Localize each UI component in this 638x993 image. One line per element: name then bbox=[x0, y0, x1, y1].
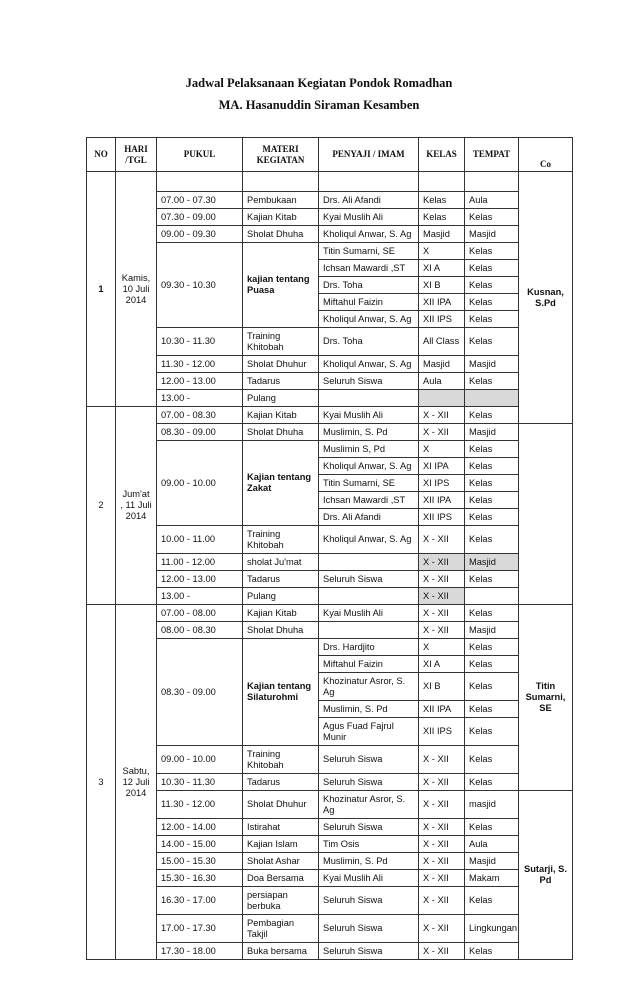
presenter-cell: Kholiqul Anwar, S. Ag bbox=[319, 526, 419, 554]
presenter-cell: Seluruh Siswa bbox=[319, 887, 419, 915]
time-cell: 07.30 - 09.00 bbox=[157, 209, 243, 226]
class-cell: Masjid bbox=[419, 226, 465, 243]
table-row bbox=[87, 356, 573, 373]
activity-cell: Kajian Islam bbox=[243, 836, 319, 853]
place-cell: Kelas bbox=[465, 605, 519, 622]
presenter-cell: Tim Osis bbox=[319, 836, 419, 853]
time-cell: 11.30 - 12.00 bbox=[157, 356, 243, 373]
coordinator: Kusnan, S.Pd bbox=[519, 172, 573, 424]
day-number: 1 bbox=[87, 172, 116, 407]
table-row bbox=[87, 622, 573, 639]
place-cell: Kelas bbox=[465, 492, 519, 509]
place-cell: Masjid bbox=[465, 853, 519, 870]
class-cell: X - XII bbox=[419, 588, 465, 605]
table-row bbox=[87, 887, 573, 915]
time-cell: 11.30 - 12.00 bbox=[157, 791, 243, 819]
place-cell bbox=[465, 588, 519, 605]
activity-cell: Pulang bbox=[243, 588, 319, 605]
day-date: Kamis, 10 Juli 2014 bbox=[116, 172, 157, 407]
presenter-cell: Muslimin, S. Pd bbox=[319, 701, 419, 718]
empty-cell bbox=[243, 172, 319, 192]
table-row bbox=[87, 209, 573, 226]
header-time: PUKUL bbox=[157, 138, 243, 172]
header-row bbox=[87, 138, 573, 172]
activity-cell: Tadarus bbox=[243, 373, 319, 390]
class-cell: X - XII bbox=[419, 915, 465, 943]
table-row bbox=[87, 226, 573, 243]
activity-cell: Kajian tentang Silaturohmi bbox=[243, 639, 319, 746]
time-cell: 17.30 - 18.00 bbox=[157, 943, 243, 960]
activity-cell: persiapan berbuka bbox=[243, 887, 319, 915]
activity-cell: Buka bersama bbox=[243, 943, 319, 960]
place-cell: Makam bbox=[465, 870, 519, 887]
table-row bbox=[87, 915, 573, 943]
day-number: 3 bbox=[87, 605, 116, 960]
table-row bbox=[87, 836, 573, 853]
presenter-cell: Miftahul Faizin bbox=[319, 656, 419, 673]
place-cell: Kelas bbox=[465, 774, 519, 791]
place-cell: Kelas bbox=[465, 718, 519, 746]
activity-cell: Sholat Ashar bbox=[243, 853, 319, 870]
place-cell: Aula bbox=[465, 836, 519, 853]
time-cell: 10.00 - 11.00 bbox=[157, 526, 243, 554]
place-cell: Lingkungan bbox=[465, 915, 519, 943]
table-row bbox=[87, 373, 573, 390]
activity-cell: Kajian Kitab bbox=[243, 407, 319, 424]
presenter-cell bbox=[319, 554, 419, 571]
presenter-cell: Seluruh Siswa bbox=[319, 915, 419, 943]
header-no: NO bbox=[87, 138, 116, 172]
presenter-cell: Seluruh Siswa bbox=[319, 571, 419, 588]
class-cell: XI A bbox=[419, 260, 465, 277]
header-place: TEMPAT bbox=[465, 138, 519, 172]
class-cell: XII IPA bbox=[419, 492, 465, 509]
table-row bbox=[87, 853, 573, 870]
table-row bbox=[87, 791, 573, 819]
presenter-cell: Khozinatur Asror, S. Ag bbox=[319, 673, 419, 701]
class-cell: XII IPA bbox=[419, 701, 465, 718]
activity-cell: Sholat Dhuha bbox=[243, 622, 319, 639]
place-cell: Kelas bbox=[465, 571, 519, 588]
class-cell: All Class bbox=[419, 328, 465, 356]
class-cell: X - XII bbox=[419, 791, 465, 819]
presenter-cell: Seluruh Siswa bbox=[319, 943, 419, 960]
table-row bbox=[87, 774, 573, 791]
class-cell: X - XII bbox=[419, 853, 465, 870]
class-cell: XII IPS bbox=[419, 718, 465, 746]
table-row bbox=[87, 441, 573, 458]
presenter-cell: Khozinatur Asror, S. Ag bbox=[319, 791, 419, 819]
time-cell: 11.00 - 12.00 bbox=[157, 554, 243, 571]
place-cell: Kelas bbox=[465, 819, 519, 836]
presenter-cell: Kholiqul Anwar, S. Ag bbox=[319, 311, 419, 328]
activity-cell: Kajian tentang Zakat bbox=[243, 441, 319, 526]
class-cell: X - XII bbox=[419, 774, 465, 791]
table-row bbox=[87, 870, 573, 887]
time-cell: 07.00 - 07.30 bbox=[157, 192, 243, 209]
class-cell: X - XII bbox=[419, 571, 465, 588]
class-cell: X - XII bbox=[419, 622, 465, 639]
time-cell: 10.30 - 11.30 bbox=[157, 328, 243, 356]
time-cell: 12.00 - 13.00 bbox=[157, 571, 243, 588]
time-cell: 15.30 - 16.30 bbox=[157, 870, 243, 887]
place-cell: Kelas bbox=[465, 746, 519, 774]
place-cell: Masjid bbox=[465, 622, 519, 639]
time-cell: 09.00 - 10.00 bbox=[157, 441, 243, 526]
time-cell: 08.30 - 09.00 bbox=[157, 639, 243, 746]
class-cell: XI IPA bbox=[419, 458, 465, 475]
time-cell: 17.00 - 17.30 bbox=[157, 915, 243, 943]
empty-cell bbox=[157, 172, 243, 192]
header-class: KELAS bbox=[419, 138, 465, 172]
place-cell: Kelas bbox=[465, 656, 519, 673]
activity-cell: Doa Bersama bbox=[243, 870, 319, 887]
class-cell bbox=[419, 390, 465, 407]
presenter-cell bbox=[319, 588, 419, 605]
place-cell: Kelas bbox=[465, 458, 519, 475]
table-row bbox=[87, 390, 573, 407]
presenter-cell: Kholiqul Anwar, S. Ag bbox=[319, 226, 419, 243]
schedule-body bbox=[87, 172, 573, 960]
day-date: Jum'at , 11 Juli 2014 bbox=[116, 407, 157, 605]
activity-cell: Tadarus bbox=[243, 571, 319, 588]
header-presenter: PENYAJI / IMAM bbox=[319, 138, 419, 172]
time-cell: 14.00 - 15.00 bbox=[157, 836, 243, 853]
activity-cell: Pembagian Takjil bbox=[243, 915, 319, 943]
activity-cell: Training Khitobah bbox=[243, 526, 319, 554]
time-cell: 09.00 - 10.00 bbox=[157, 746, 243, 774]
class-cell: Aula bbox=[419, 373, 465, 390]
activity-cell: Pembukaan bbox=[243, 192, 319, 209]
place-cell: masjid bbox=[465, 791, 519, 819]
class-cell: Kelas bbox=[419, 209, 465, 226]
table-row bbox=[87, 571, 573, 588]
class-cell: X bbox=[419, 243, 465, 260]
place-cell: Kelas bbox=[465, 475, 519, 492]
place-cell: Masjid bbox=[465, 554, 519, 571]
table-row bbox=[87, 424, 573, 441]
place-cell bbox=[465, 390, 519, 407]
class-cell: X - XII bbox=[419, 887, 465, 915]
class-cell: X - XII bbox=[419, 746, 465, 774]
place-cell: Masjid bbox=[465, 356, 519, 373]
time-cell: 10.30 - 11.30 bbox=[157, 774, 243, 791]
school-name: MA. Hasanuddin Siraman Kesamben bbox=[218, 98, 420, 112]
class-cell: X - XII bbox=[419, 407, 465, 424]
time-cell: 13.00 - bbox=[157, 390, 243, 407]
header-day-date: HARI /TGL bbox=[116, 138, 157, 172]
presenter-cell: Agus Fuad Fajrul Munir bbox=[319, 718, 419, 746]
time-cell: 12.00 - 13.00 bbox=[157, 373, 243, 390]
presenter-cell: Kyai Muslih Ali bbox=[319, 870, 419, 887]
table-row bbox=[87, 526, 573, 554]
presenter-cell: Miftahul Faizin bbox=[319, 294, 419, 311]
presenter-cell: Seluruh Siswa bbox=[319, 819, 419, 836]
presenter-cell: Ichsan Mawardi ,ST bbox=[319, 492, 419, 509]
place-cell: Kelas bbox=[465, 328, 519, 356]
activity-cell: Pulang bbox=[243, 390, 319, 407]
place-cell: Kelas bbox=[465, 260, 519, 277]
class-cell: X - XII bbox=[419, 870, 465, 887]
class-cell: XII IPS bbox=[419, 311, 465, 328]
coordinator: Titin Sumarni, SE bbox=[519, 605, 573, 791]
place-cell: Kelas bbox=[465, 243, 519, 260]
activity-cell: Tadarus bbox=[243, 774, 319, 791]
time-cell: 16.30 - 17.00 bbox=[157, 887, 243, 915]
class-cell: Kelas bbox=[419, 192, 465, 209]
place-cell: Kelas bbox=[465, 209, 519, 226]
presenter-cell: Kholiqul Anwar, S. Ag bbox=[319, 458, 419, 475]
activity-cell: Training Khitobah bbox=[243, 328, 319, 356]
place-cell: Kelas bbox=[465, 407, 519, 424]
presenter-cell: Drs. Ali Afandi bbox=[319, 192, 419, 209]
table-row bbox=[87, 746, 573, 774]
table-row bbox=[87, 328, 573, 356]
activity-cell: Training Khitobah bbox=[243, 746, 319, 774]
time-cell: 09.00 - 09.30 bbox=[157, 226, 243, 243]
presenter-cell: Kholiqul Anwar, S. Ag bbox=[319, 356, 419, 373]
presenter-cell: Seluruh Siswa bbox=[319, 373, 419, 390]
presenter-cell: Drs. Ali Afandi bbox=[319, 509, 419, 526]
schedule-table bbox=[86, 137, 573, 960]
table-row bbox=[87, 639, 573, 656]
class-cell: X - XII bbox=[419, 836, 465, 853]
presenter-cell: Titin Sumarni, SE bbox=[319, 475, 419, 492]
place-cell: Kelas bbox=[465, 509, 519, 526]
time-cell: 08.30 - 09.00 bbox=[157, 424, 243, 441]
presenter-cell: Titin Sumarni, SE bbox=[319, 243, 419, 260]
class-cell: XI B bbox=[419, 277, 465, 294]
presenter-cell: Ichsan Mawardi ,ST bbox=[319, 260, 419, 277]
presenter-cell: Kyai Muslih Ali bbox=[319, 407, 419, 424]
class-cell: X bbox=[419, 639, 465, 656]
day-date: Sabtu, 12 Juli 2014 bbox=[116, 605, 157, 960]
presenter-cell bbox=[319, 390, 419, 407]
place-cell: Kelas bbox=[465, 701, 519, 718]
presenter-cell: Muslimin, S. Pd bbox=[319, 853, 419, 870]
table-row bbox=[87, 243, 573, 260]
class-cell: XI IPS bbox=[419, 475, 465, 492]
header-co: Co bbox=[519, 138, 573, 172]
table-row bbox=[87, 943, 573, 960]
place-cell: Kelas bbox=[465, 441, 519, 458]
place-cell: Kelas bbox=[465, 373, 519, 390]
time-cell: 09.30 - 10.30 bbox=[157, 243, 243, 328]
presenter-cell: Drs. Hardjito bbox=[319, 639, 419, 656]
place-cell: Aula bbox=[465, 192, 519, 209]
place-cell: Kelas bbox=[465, 673, 519, 701]
coordinator: Sutarji, S. Pd bbox=[519, 791, 573, 960]
class-cell: X - XII bbox=[419, 424, 465, 441]
empty-cell bbox=[319, 172, 419, 192]
empty-cell bbox=[419, 172, 465, 192]
place-cell: Masjid bbox=[465, 226, 519, 243]
place-cell: Masjid bbox=[465, 424, 519, 441]
class-cell: X - XII bbox=[419, 554, 465, 571]
activity-cell: Istirahat bbox=[243, 819, 319, 836]
table-row bbox=[87, 554, 573, 571]
time-cell: 07.00 - 08.30 bbox=[157, 407, 243, 424]
time-cell: 08.00 - 08.30 bbox=[157, 622, 243, 639]
presenter-cell: Muslimin, S. Pd bbox=[319, 424, 419, 441]
class-cell: Masjid bbox=[419, 356, 465, 373]
presenter-cell: Muslimin S, Pd bbox=[319, 441, 419, 458]
time-cell: 15.00 - 15.30 bbox=[157, 853, 243, 870]
activity-cell: Sholat Dhuhur bbox=[243, 356, 319, 373]
class-cell: X - XII bbox=[419, 943, 465, 960]
presenter-cell: Kyai Muslih Ali bbox=[319, 605, 419, 622]
table-row bbox=[87, 192, 573, 209]
table-row bbox=[87, 605, 573, 622]
empty-cell bbox=[465, 172, 519, 192]
time-cell: 13.00 - bbox=[157, 588, 243, 605]
table-row bbox=[87, 172, 573, 192]
activity-cell: kajian tentang Puasa bbox=[243, 243, 319, 328]
table-row bbox=[87, 407, 573, 424]
class-cell: X - XII bbox=[419, 526, 465, 554]
presenter-cell: Drs. Toha bbox=[319, 328, 419, 356]
place-cell: Kelas bbox=[465, 887, 519, 915]
place-cell: Kelas bbox=[465, 277, 519, 294]
presenter-cell: Kyai Muslih Ali bbox=[319, 209, 419, 226]
table-row bbox=[87, 588, 573, 605]
header-activity: MATERI KEGIATAN bbox=[243, 138, 319, 172]
class-cell: XII IPA bbox=[419, 294, 465, 311]
class-cell: X bbox=[419, 441, 465, 458]
activity-cell: Sholat Dhuha bbox=[243, 226, 319, 243]
activity-cell: Kajian Kitab bbox=[243, 209, 319, 226]
place-cell: Kelas bbox=[465, 311, 519, 328]
presenter-cell bbox=[319, 622, 419, 639]
place-cell: Kelas bbox=[465, 639, 519, 656]
place-cell: Kelas bbox=[465, 943, 519, 960]
time-cell: 12.00 - 14.00 bbox=[157, 819, 243, 836]
time-cell: 07.00 - 08.00 bbox=[157, 605, 243, 622]
class-cell: XII IPS bbox=[419, 509, 465, 526]
class-cell: X - XII bbox=[419, 819, 465, 836]
class-cell: XI B bbox=[419, 673, 465, 701]
presenter-cell: Drs. Toha bbox=[319, 277, 419, 294]
activity-cell: sholat Ju'mat bbox=[243, 554, 319, 571]
class-cell: X - XII bbox=[419, 605, 465, 622]
activity-cell: Sholat Dhuhur bbox=[243, 791, 319, 819]
day-number: 2 bbox=[87, 407, 116, 605]
place-cell: Kelas bbox=[465, 526, 519, 554]
place-cell: Kelas bbox=[465, 294, 519, 311]
table-row bbox=[87, 819, 573, 836]
document-title: Jadwal Pelaksanaan Kegiatan Pondok Romadhan bbox=[185, 76, 453, 90]
activity-cell: Sholat Dhuha bbox=[243, 424, 319, 441]
presenter-cell: Seluruh Siswa bbox=[319, 746, 419, 774]
class-cell: XI A bbox=[419, 656, 465, 673]
presenter-cell: Seluruh Siswa bbox=[319, 774, 419, 791]
activity-cell: Kajian Kitab bbox=[243, 605, 319, 622]
